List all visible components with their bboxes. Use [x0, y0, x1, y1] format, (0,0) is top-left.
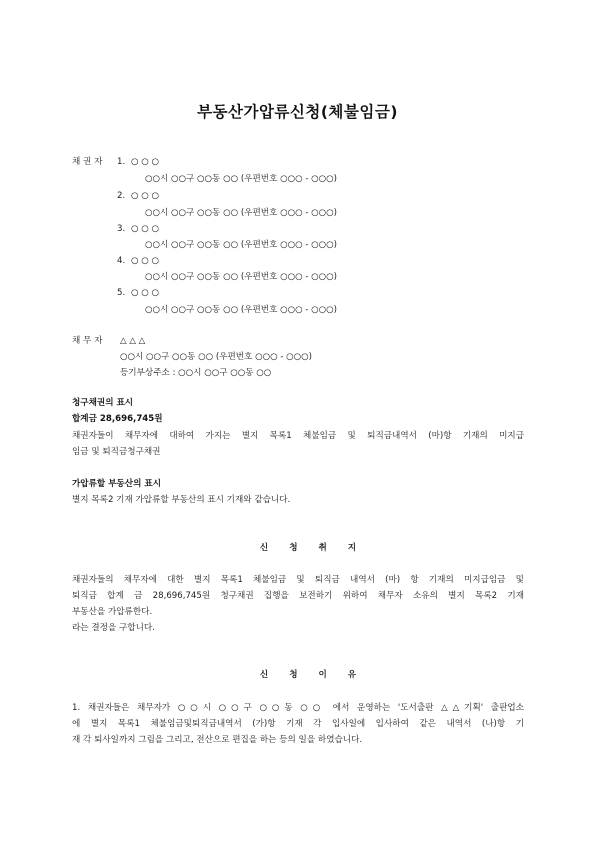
creditor-label: 채 권 자 [72, 157, 103, 167]
property-text: 별지 목록2 기재 가압류할 부동산의 표시 기재와 같습니다. [72, 495, 291, 505]
claim-text-line: 채권자들이 채무자에 대하여 가지는 별지 목록1 체불임금 및 퇴직금내역서 (마)항 기재의 미지급 [72, 431, 524, 441]
creditor-5-name: ○ ○ ○ [131, 288, 159, 298]
claim-heading: 청구채권의 표시 [72, 398, 134, 408]
document-title: 부동산가압류신청(체불임금) [197, 103, 398, 121]
debtor-address: ○○시 ○○구 ○○동 ○○ (우편번호 ○○○ - ○○○) [120, 352, 313, 362]
creditor-2-name: ○ ○ ○ [131, 191, 159, 201]
creditor-4-name: ○ ○ ○ [131, 256, 159, 266]
debtor-registry-address: 등기부상주소 : ○○시 ○○구 ○○동 ○○ [120, 368, 272, 378]
creditor-3-num: 3. [117, 224, 126, 234]
creditor-5-num: 5. [117, 288, 126, 298]
purpose-heading: 신청취지 [259, 543, 378, 553]
purpose-text-line: 부동산을 가압류한다. [72, 607, 153, 617]
creditor-3-name: ○ ○ ○ [131, 224, 159, 234]
creditor-1-name: ○ ○ ○ [131, 157, 159, 167]
purpose-text-line: 채권자들의 채무자에 대한 별지 목록1 체불임금 및 퇴직금 내역서 (마) 항 기재의 미지급임금 및 [72, 575, 524, 585]
debtor-label: 채 무 자 [72, 336, 103, 346]
reason-text-line: 재 각 퇴사일까지 그림을 그리고, 전산으로 편집을 하는 등의 일을 하였습니다. [72, 735, 363, 745]
property-heading: 가압류할 부동산의 표시 [72, 479, 161, 489]
creditor-1-num: 1. [117, 157, 126, 167]
debtor-name: △ △ △ [120, 336, 146, 346]
purpose-text-line: 라는 결정을 구합니다. [72, 623, 155, 633]
creditor-1-address: ○○시 ○○구 ○○동 ○○ (우편번호 ○○○ - ○○○) [145, 174, 338, 184]
claim-text-line: 임금 및 퇴직금청구채권 [72, 447, 161, 457]
purpose-text-line: 퇴직금 합계 금 28,696,745원 청구채권 집행을 보전하기 위하여 채무자 소유의 별지 목록2 기재 [72, 591, 524, 601]
creditor-4-address: ○○시 ○○구 ○○동 ○○ (우편번호 ○○○ - ○○○) [145, 272, 338, 282]
creditor-5-address: ○○시 ○○구 ○○동 ○○ (우편번호 ○○○ - ○○○) [145, 305, 338, 315]
claim-total: 합계금 28,696,745원 [72, 414, 163, 424]
creditor-2-address: ○○시 ○○구 ○○동 ○○ (우편번호 ○○○ - ○○○) [145, 208, 338, 218]
creditor-2-num: 2. [117, 191, 126, 201]
reason-text-line: 1. 채권자들은 채무자가 ○○시 ○○구 ○○동 ○○ 에서 운영하는 '도서출판 △△기획' 출판업소 [72, 703, 524, 713]
creditor-3-address: ○○시 ○○구 ○○동 ○○ (우편번호 ○○○ - ○○○) [145, 240, 338, 250]
creditor-4-num: 4. [117, 256, 126, 266]
reason-heading: 신청이유 [259, 670, 378, 680]
reason-text-line: 에 별지 목록1 체불임금및퇴직금내역서 (가)항 기재 각 입사일에 입사하여 같은 내역서 (나)항 기 [72, 719, 524, 729]
